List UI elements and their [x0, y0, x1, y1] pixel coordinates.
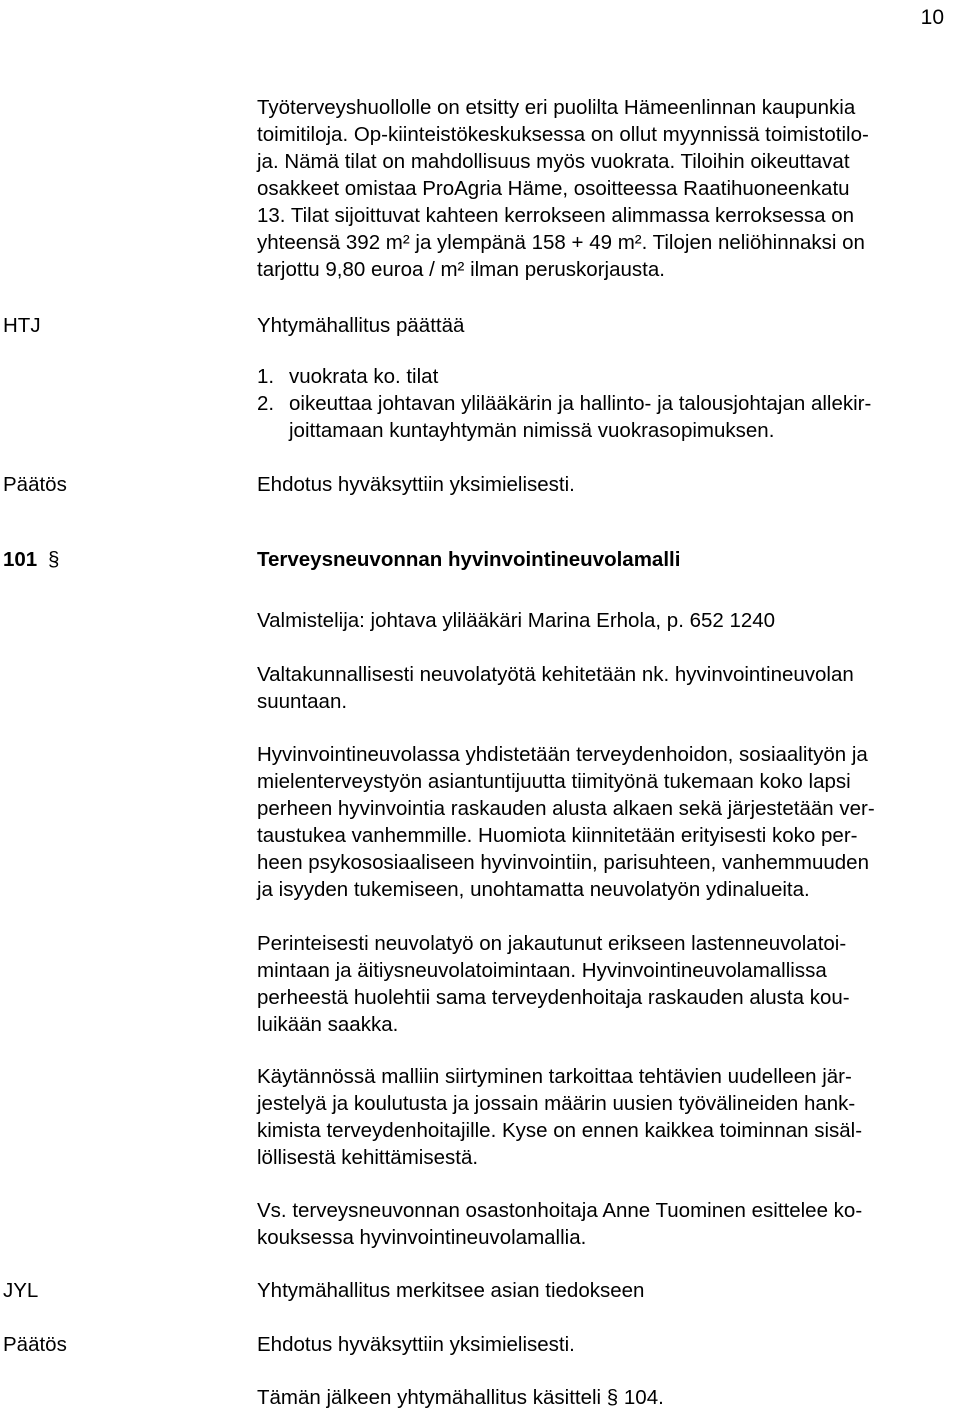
list-number: 2.: [257, 392, 275, 415]
text-line: ja isyyden tukemiseen, unohtamatta neuvolatyön ydinalueita.: [257, 878, 810, 901]
list-item-text: joittamaan kuntayhtymän nimissä vuokrasopimuksen.: [289, 419, 775, 442]
decision-label: Päätös: [3, 1333, 67, 1356]
closing-line: Tämän jälkeen yhtymähallitus käsitteli § 104.: [257, 1386, 664, 1409]
jyl-label: JYL: [3, 1279, 39, 1302]
intro-paragraph: [257, 94, 960, 283]
section-heading: [3, 546, 943, 576]
text-line: luikään saakka.: [257, 1013, 399, 1036]
list-item: [257, 390, 960, 444]
decision-list: [257, 363, 960, 444]
htj-label: HTJ: [3, 314, 41, 337]
list-item-text: oikeuttaa johtavan ylilääkärin ja hallinto- ja talousjohtajan allekir-: [289, 392, 872, 415]
section-number: 101: [3, 548, 38, 571]
text-line: jestelyä ja koulutusta ja jossain määrin uusien työvälineiden hank-: [257, 1092, 856, 1115]
paragraph-4: [257, 1063, 960, 1171]
paragraph-1: [257, 661, 960, 715]
text-line: taustukea vanhemmille. Huomiota kiinnitetään erityisesti koko per-: [257, 824, 858, 847]
section-mark: §: [48, 548, 60, 571]
text-line: yhteensä 392 m² ja ylempänä 158 + 49 m². Tilojen neliöhinnaksi on: [257, 231, 865, 254]
list-item: [257, 363, 960, 390]
decision-text: Ehdotus hyväksyttiin yksimielisesti.: [257, 473, 575, 496]
page-number: 10: [920, 6, 944, 29]
paragraph-5: [257, 1197, 960, 1251]
text-line: kimista terveydenhoitajille. Kyse on ennen kaikkea toiminnan sisäl-: [257, 1119, 863, 1142]
text-line: tarjottu 9,80 euroa / m² ilman peruskorjausta.: [257, 258, 665, 281]
preparer-line: Valmistelija: johtava ylilääkäri Marina Erhola, p. 652 1240: [257, 609, 776, 632]
text-line: mielenterveystyön asiantuntijuutta tiimityönä tukemaan koko lapsi: [257, 770, 851, 793]
list-item-text: vuokrata ko. tilat: [289, 365, 439, 388]
text-line: mintaan ja äitiysneuvolatoimintaan. Hyvinvointineuvolamallissa: [257, 959, 827, 982]
text-line: Vs. terveysneuvonnan osastonhoitaja Anne Tuominen esittelee ko-: [257, 1199, 863, 1222]
text-line: Valtakunnallisesti neuvolatyötä kehitetään nk. hyvinvointineuvolan: [257, 663, 854, 686]
text-line: heen psykososiaaliseen hyvinvointiin, parisuhteen, vanhemmuuden: [257, 851, 869, 874]
paragraph-2: [257, 741, 960, 903]
text-line: kouksessa hyvinvointineuvolamallia.: [257, 1226, 587, 1249]
text-line: löllisestä kehittämisestä.: [257, 1146, 479, 1169]
text-line: Perinteisesti neuvolatyö on jakautunut erikseen lastenneuvolatoi-: [257, 932, 847, 955]
paragraph-3: [257, 930, 960, 1038]
text-line: Hyvinvointineuvolassa yhdistetään terveydenhoidon, sosiaalityön ja: [257, 743, 868, 766]
text-line: 13. Tilat sijoittuvat kahteen kerrokseen alimmassa kerroksessa on: [257, 204, 855, 227]
decision-label: Päätös: [3, 473, 67, 496]
text-line: suuntaan.: [257, 690, 348, 713]
text-line: perheestä huolehtii sama terveydenhoitaja raskauden alusta kou-: [257, 986, 850, 1009]
htj-proposal: Yhtymähallitus päättää: [257, 314, 465, 337]
jyl-proposal: Yhtymähallitus merkitsee asian tiedokseen: [257, 1279, 645, 1302]
text-line: ja. Nämä tilat on mahdollisuus myös vuokrata. Tiloihin oikeuttavat: [257, 150, 850, 173]
list-number: 1.: [257, 365, 275, 388]
text-line: toimitiloja. Op-kiinteistökeskuksessa on ollut myynnissä toimistotilo-: [257, 123, 869, 146]
text-line: perheen hyvinvointia raskauden alusta alkaen sekä järjestetään ver-: [257, 797, 875, 820]
text-line: Käytännössä malliin siirtyminen tarkoittaa tehtävien uudelleen jär-: [257, 1065, 852, 1088]
text-line: osakkeet omistaa ProAgria Häme, osoitteessa Raatihuoneenkatu: [257, 177, 850, 200]
decision-text: Ehdotus hyväksyttiin yksimielisesti.: [257, 1333, 575, 1356]
section-title: Terveysneuvonnan hyvinvointineuvolamalli: [257, 548, 681, 571]
text-line: Työterveyshuollolle on etsitty eri puolilta Hämeenlinnan kaupunkia: [257, 96, 856, 119]
